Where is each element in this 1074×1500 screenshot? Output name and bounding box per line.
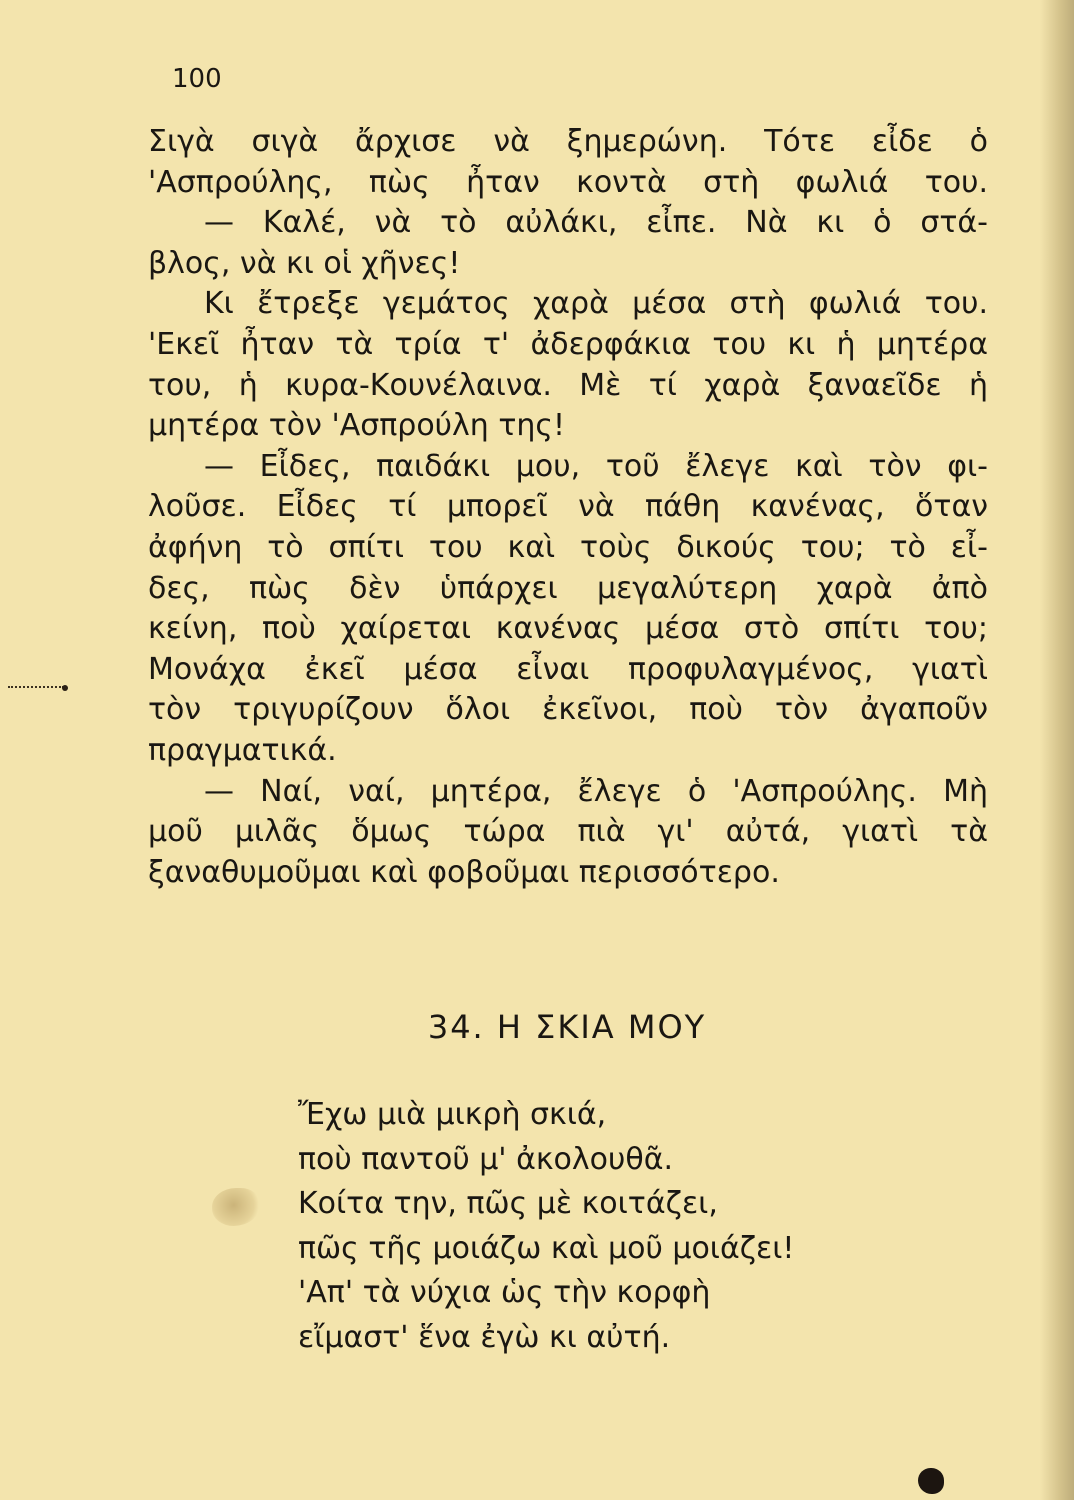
- prose-line: κείνη, ποὺ χαίρεται κανένας μέσα στὸ σπίτι του;: [148, 611, 988, 647]
- prose-line: λοῦσε. Εἶδες τί μπορεῖ νὰ πάθη κανένας, ὅταν: [148, 489, 988, 525]
- poem-block: [298, 1093, 918, 1360]
- prose-line: 'Ασπρούλης, πὼς ἦταν κοντὰ στὴ φωλιά του.: [148, 164, 988, 200]
- section-heading: 34. Η ΣΚΙΑ ΜΟΥ: [427, 1008, 707, 1046]
- prose-line: — Καλέ, νὰ τὸ αὐλάκι, εἶπε. Νὰ κι ὁ στά-: [204, 205, 988, 241]
- paper-stain: [212, 1188, 260, 1226]
- prose-line: ξαναθυμοῦμαι καὶ φοβοῦμαι περισσότερο.: [148, 854, 780, 890]
- poem-line: πῶς τῆς μοιάζω καὶ μοῦ μοιάζει!: [298, 1230, 795, 1266]
- poem-line: Κοίτα την, πῶς μὲ κοιτάζει,: [298, 1186, 718, 1221]
- poem-line: ποὺ παντοῦ μ' ἀκολουθᾶ.: [298, 1141, 674, 1177]
- prose-line: Κι ἔτρεξε γεμάτος χαρὰ μέσα στὴ φωλιά του.: [204, 286, 988, 322]
- prose-block: [148, 122, 988, 893]
- margin-mark: [8, 686, 64, 692]
- prose-line: βλος, νὰ κι οἱ χῆνες!: [148, 245, 461, 281]
- poem-line: Ἔχω μιὰ μικρὴ σκιά,: [298, 1097, 607, 1132]
- prose-line: του, ἡ κυρα-Κουνέλαινα. Μὲ τί χαρὰ ξαναεῖδε ἡ: [148, 367, 988, 403]
- prose-line: μοῦ μιλᾶς ὅμως τώρα πιὰ γι' αὐτά, γιατὶ τὰ: [148, 814, 988, 850]
- prose-line: μητέρα τὸν 'Ασπρούλη της!: [148, 408, 566, 444]
- prose-line: Σιγὰ σιγὰ ἄρχισε νὰ ξημερώνη. Τότε εἶδε ὁ: [148, 124, 988, 159]
- prose-line: δες, πὼς δὲν ὑπάρχει μεγαλύτερη χαρὰ ἀπὸ: [148, 570, 988, 606]
- prose-line: τὸν τριγυρίζουν ὅλοι ἐκεῖνοι, ποὺ τὸν ἀγαποῦν: [148, 692, 988, 728]
- prose-line: 'Εκεῖ ἦταν τὰ τρία τ' ἀδερφάκια του κι ἡ μητέρα: [148, 326, 988, 362]
- poem-line: 'Απ' τὰ νύχια ὡς τὴν κορφὴ: [298, 1275, 711, 1310]
- prose-line: Μονάχα ἐκεῖ μέσα εἶναι προφυλαγμένος, γιατὶ: [148, 651, 988, 687]
- prose-line: — Ναί, ναί, μητέρα, ἔλεγε ὁ 'Ασπρούλης. Μὴ: [204, 773, 988, 809]
- ink-blot: [918, 1468, 944, 1494]
- page-number: 100: [172, 64, 222, 94]
- prose-line: — Εἶδες, παιδάκι μου, τοῦ ἔλεγε καὶ τὸν φι-: [204, 448, 988, 484]
- prose-line: ἀφήνη τὸ σπίτι του καὶ τοὺς δικούς του; τὸ εἶ-: [148, 529, 988, 565]
- prose-line: πραγματικά.: [148, 732, 337, 768]
- poem-line: εἴμαστ' ἕνα ἐγὼ κι αὐτή.: [298, 1319, 671, 1355]
